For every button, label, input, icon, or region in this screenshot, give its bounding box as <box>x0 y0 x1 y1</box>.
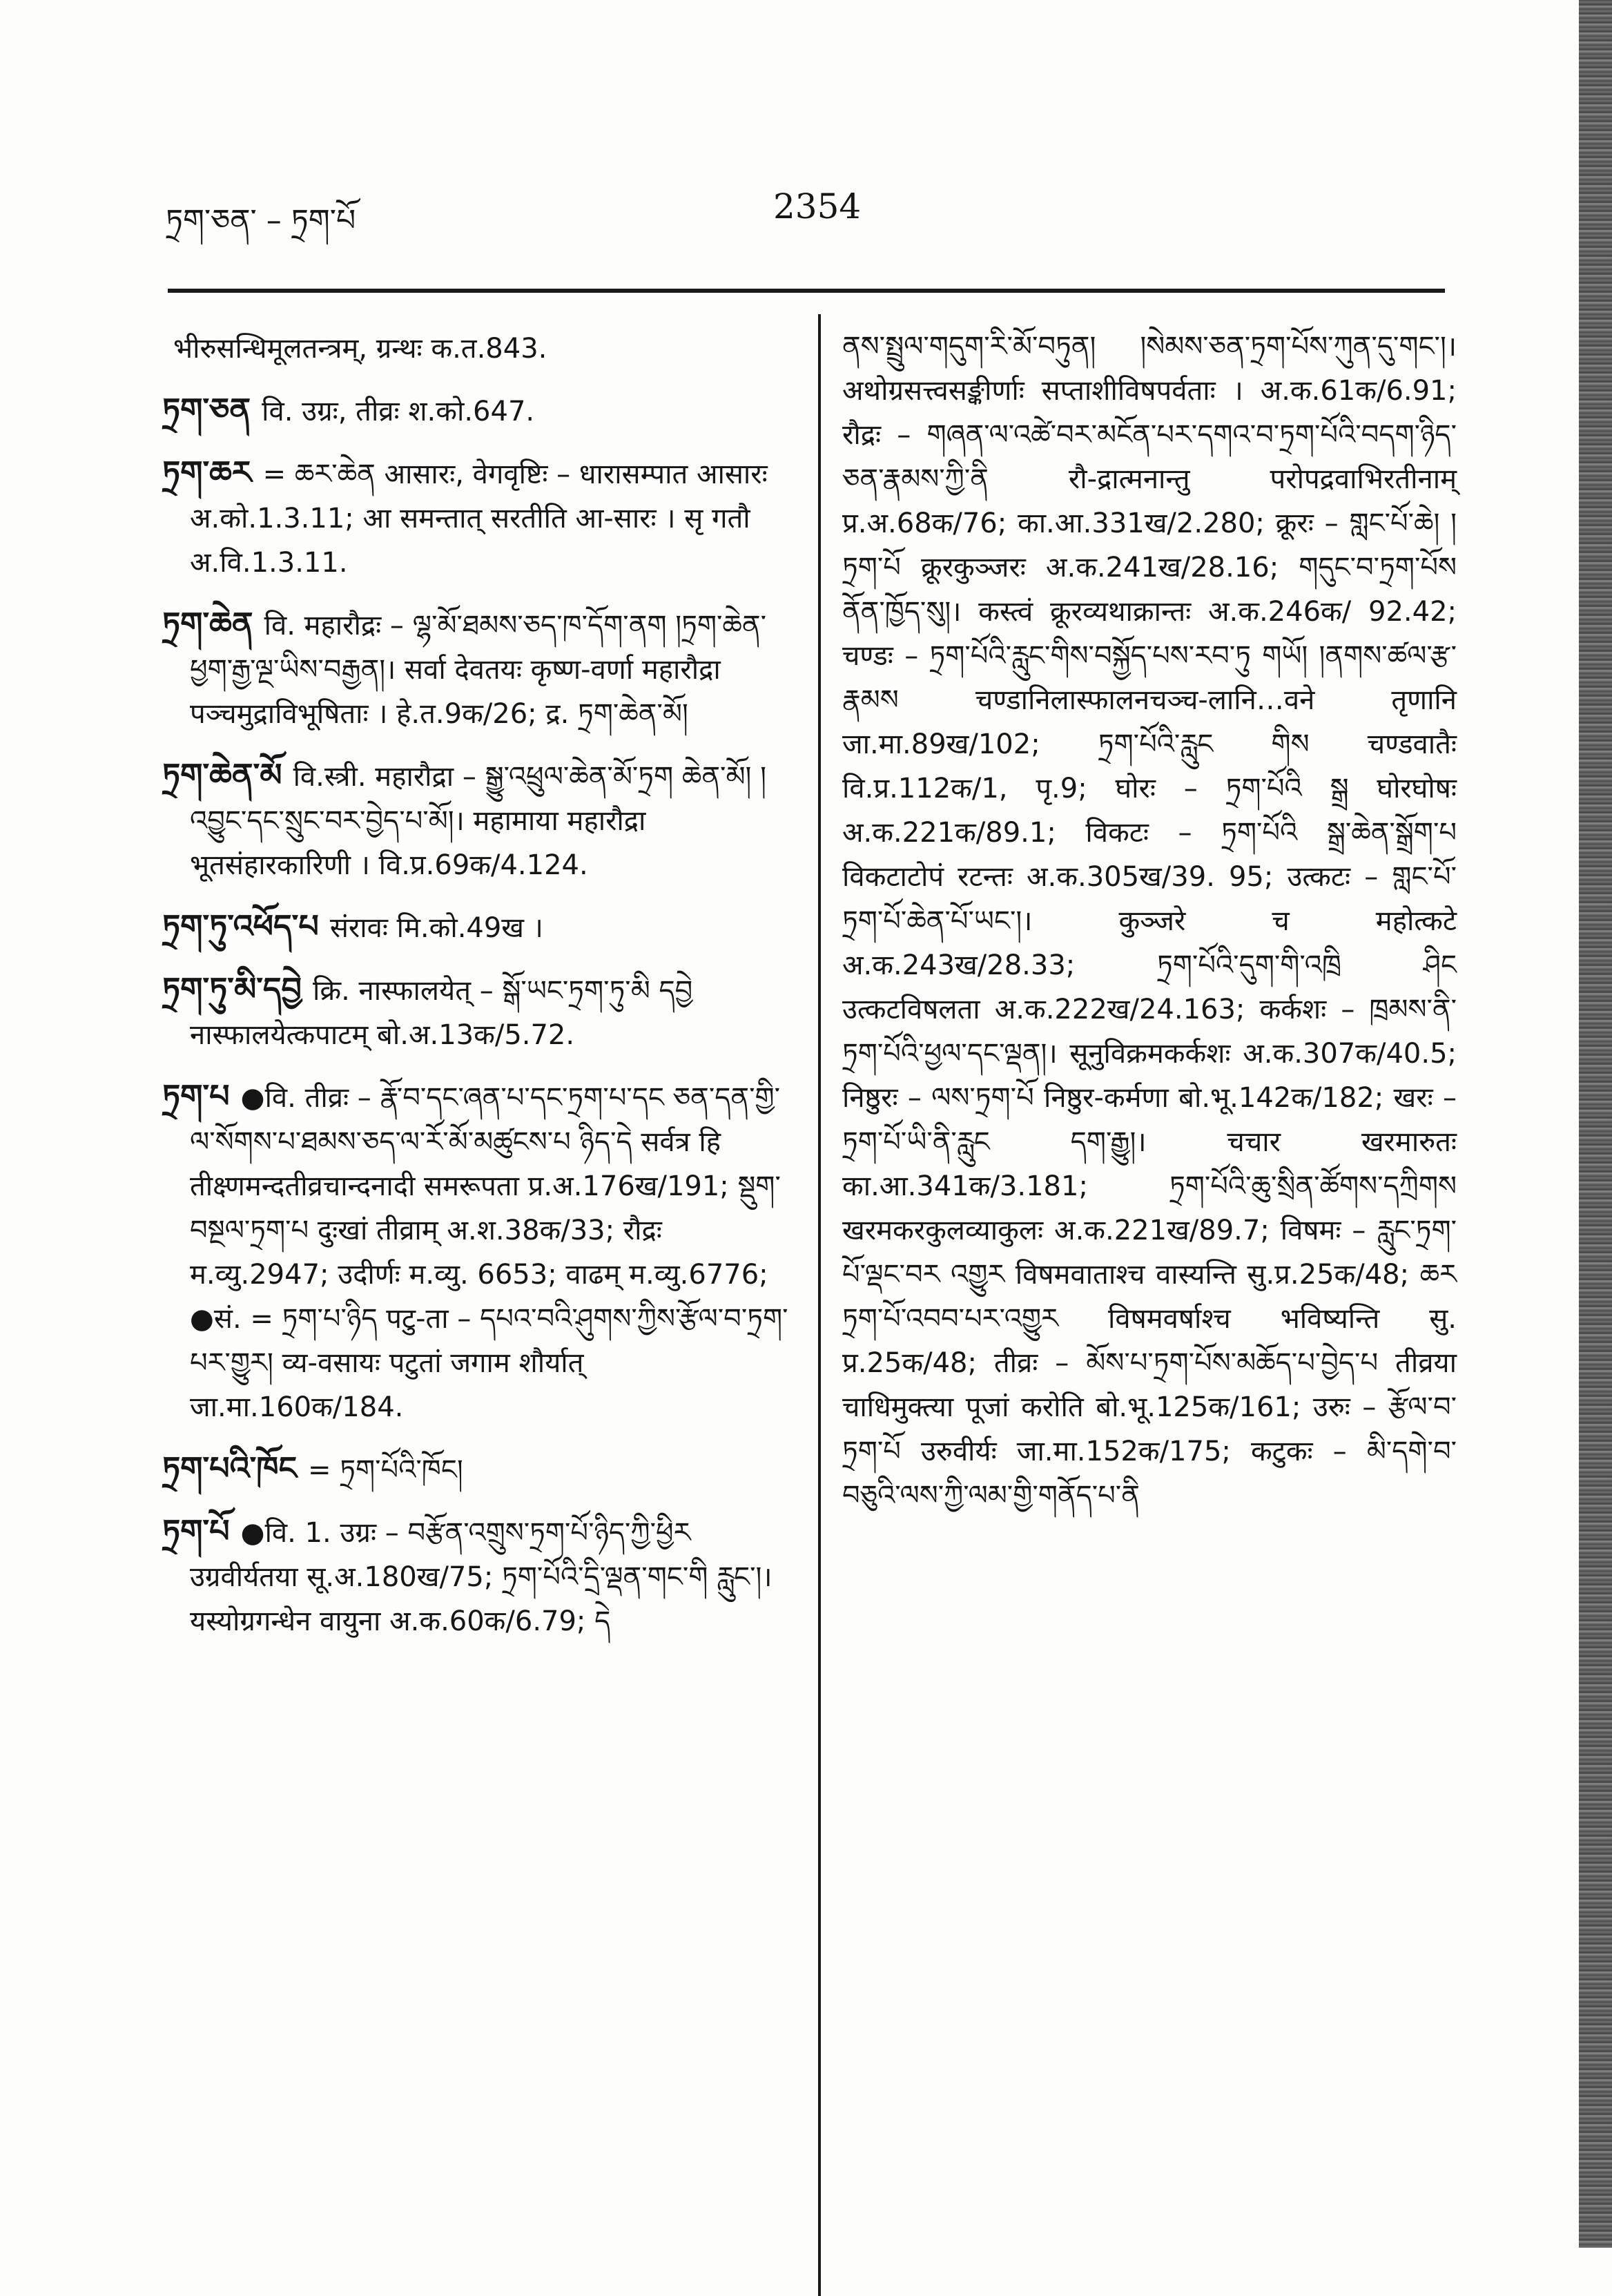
column-divider <box>818 314 821 2296</box>
dictionary-entry <box>162 450 794 585</box>
page-number: 2354 <box>773 186 862 226</box>
dictionary-entry <box>162 325 794 371</box>
entry-headword: ཏྲག་པ <box>162 1077 230 1115</box>
entry-headword: ཏྲག་ཆེན <box>162 605 253 642</box>
dictionary-entry <box>162 904 794 950</box>
dictionary-entry <box>162 387 794 434</box>
dictionary-entry <box>162 753 794 887</box>
entry-text: वि.स्त्री. महारौद्रा – སྒྱུ་འཕྲུལ་ཆེན་མོ་ཏྲག ཆེན་མོ། །འབྱུང་དང་སྲུང་བར་བྱེད་པ་མོ།। महामाया महारौद्रा भूतसंहारकारिणी । वि.प्र.69क/4.124. <box>190 761 767 881</box>
entry-headword: ཏྲག་ཆེན་མོ <box>162 756 282 793</box>
dictionary-entry <box>162 1509 794 1643</box>
right-column <box>842 325 1457 1518</box>
dictionary-entry <box>162 1074 794 1429</box>
dictionary-entry <box>162 1446 794 1492</box>
entry-text: संरावः मि.को.49ख । <box>329 912 543 944</box>
page-header <box>166 186 1450 249</box>
entry-text: ●वि. 1. उग्रः – བརྩོན་འགྲུས་ཏྲག་པོ་ཉིད་ཀྱི་ཕྱིར उग्रवीर्यतया सू.अ.180ख/75; ཏྲག་པོའི་དྲི་ལྡན་གང་གི རླུང་།। यस्योग्रगन्धेन वायुना अ.क.60क/6.79; དེ <box>190 1517 773 1637</box>
entry-headword: ཏྲག་ཏུ་འཕོད་པ <box>162 907 319 945</box>
entry-text: ●वि. तीव्रः – རྣོ་བ་དང་ཞན་པ་དང་ཏྲག་པ་དང ཅན་དན་གྱི་ལ་སོགས་པ་ཐམས་ཅད་ལ་རོ་མོ་མཚུངས་པ ཉིད་དེ सर्वत्र हि तीक्ष्णमन्दतीव्रचान्दनादी समरूपता प्र.अ.176ख/191; སྡུག་བསྔལ་ཏྲག་པ दुःखां तीव्राम् अ.श.38क/33; रौद्रः म.व्यु.2947; उदीर्णः म.व्यु. 6653; वाढम् म.व्यु.6776; ●सं. = ཏྲག་པ་ཉིད पटु-ता – དཔའ་བའི་ཤུགས་ཀྱིས་རྩོལ་བ་ཏྲག་པར་གྱུར། व्य-वसायः पटुतां जगाम शौर्यात् जा.मा.160क/184. <box>190 1082 788 1423</box>
entry-headword: ཏྲག་པོ <box>162 1512 230 1550</box>
entry-text: = ཏྲག་པོའི་ཁོང། <box>308 1454 463 1486</box>
continued-entry-text: ནས་སྤྲུལ་གདུག་རི་མོ་བཏུན། །སེམས་ཅན་ཏྲག་པོས་ཀུན་དུ་གང་།। अथोग्रसत्त्वसङ्कीर्णाः सप्ताशीविषपर्वताः । अ.क.61क/6.91; रौद्रः – གཞན་ལ་འཚེ་བར་མངོན་པར་དགའ་བ་ཏྲག་པོའི་བདག་ཉིད་ཅན་རྣམས་ཀྱི་ནི रौ-द्रात्मनान्तु परोपद्रवाभिरतीनाम् प्र.अ.68क/76; का.आ.331ख/2.280; क्रूरः – གླང་པོ་ཆེ། །ཏྲག་པོ क्रूरकुञ्जरः अ.क.241ख/28.16; གདུང་བ་ཏྲག་པོས ནོན་ཁྱོད་སུ།। कस्त्वं क्रूरव्यथाक्रान्तः अ.क.246क/ 92.42; चण्डः – ཏྲག་པོའི་རླུང་གིས་བསྐྱོད་པས་རབ་ཏུ གཡོ། །ནགས་ཚལ་རྩ་རྣམས चण्डानिलास्फालनचञ्च-लानि…वने तृणानि जा.मा.89ख/102; ཏྲག་པོའི་རླུང གིས चण्डवातैः वि.प्र.112क/1, पृ.9; घोरः – ཏྲག་པོའི སྒྲ घोरघोषः अ.क.221क/89.1; विकटः – ཏྲག་པོའི སྒྲ་ཆེན་སྒྲོག་པ विकटाटोपं रटन्तः अ.क.305ख/39. 95; उत्कटः – གླང་པོ་ཏྲག་པོ་ཆེན་པོ་ཡང་།। कुञ्जरे च महोत्कटे अ.क.243ख/28.33; ཏྲག་པོའི་དུག་གི་འཁྲི ཤིང उत्कटविषलता अ.क.222ख/24.163; कर्कशः – ཁྲམས་ནི་ཏྲག་པོའི་ཕྱལ་དང་ལྡན།। सूनुविक्रमकर्कशः अ.क.307क/40.5; निष्ठुरः – ལས་ཏྲག་པོ निष्ठुर-कर्मणा बो.भू.142क/182; खरः – ཏྲག་པོ་ཡི་ནི་རླུང དག་རྒྱུ།। चचार खरमारुतः का.आ.341क/3.181; ཏྲག་པོའི་ཆུ་སྲིན་ཚོགས་དཀྲིགས खरमकरकुलव्याकुलः अ.क.221ख/89.7; विषमः – རླུང་ཏྲག་པོ་ལྡང་བར འགྱུར विषमवाताश्च वास्यन्ति सु.प्र.25क/48; ཆར ཏྲག་པོ་འབབ་པར་འགྱུར विषमवर्षाश्च भविष्यन्ति सु. प्र.25क/48; तीव्रः – མོས་པ་ཏྲག་པོས་མཆོད་པ་བྱེད་པ तीव्रया चाधिमुक्त्या पूजां करोति बो.भू.125क/161; उरुः – རྩོལ་བ་ཏྲག་པོ उरुवीर्यः जा.मा.152क/175; कटुकः – མི་དགེ་བ་བཅུའི་ལས་ཀྱི་ལམ་གྱི་གནོད་པ་ནི <box>842 331 1457 1512</box>
entry-text: = ཆར་ཆེན आसारः, वेगवृष्टिः – धारासम्पात आसारः अ.को.1.3.11; आ समन्तात् सरतीति आ-सारः । सृ गतौ अ.वि.1.3.11. <box>190 459 768 579</box>
left-column <box>162 325 794 1660</box>
entry-text: वि. महारौद्रः – ལྷ་མོ་ཐམས་ཅད་ཁ་དོག་ནག །ཏྲག་ཆེན་ཕྱག་རྒྱ་ལྔ་ཡིས་བརྒྱན།। सर्वा देवतयः कृष्ण-वर्णा महारौद्रा पञ्चमुद्राविभूषिताः । हे.त.9क/26; द्र. ཏྲག་ཆེན་མོ། <box>190 610 766 730</box>
running-head: ཏྲག་ཅན་ – ཏྲག་པོ <box>166 203 356 238</box>
entry-headword: ཏྲག་ཆར <box>162 454 252 491</box>
dictionary-entry <box>162 601 794 736</box>
entry-text: क्रि. नास्फालयेत् – སྒོ་ཡང་ཏྲག་ཏུ་མི དབྱེ नास्फालयेत्कपाटम् बो.अ.13क/5.72. <box>190 975 693 1051</box>
entry-headword: ཏྲག་པའི་ཁོང <box>162 1449 298 1487</box>
entry-headword: ཏྲག་ཏུ་མི་དབྱེ <box>162 970 302 1007</box>
dictionary-entry <box>162 967 794 1057</box>
header-rule <box>168 289 1445 293</box>
book-spine-edge <box>1579 0 1612 2248</box>
entry-text: वि. उग्रः, तीव्रः श.को.647. <box>262 396 535 427</box>
entry-text: भीरुसन्धिमूलतन्त्रम्, ग्रन्थः क.त.843. <box>173 333 547 365</box>
entry-headword: ཏྲག་ཅན <box>162 391 251 428</box>
